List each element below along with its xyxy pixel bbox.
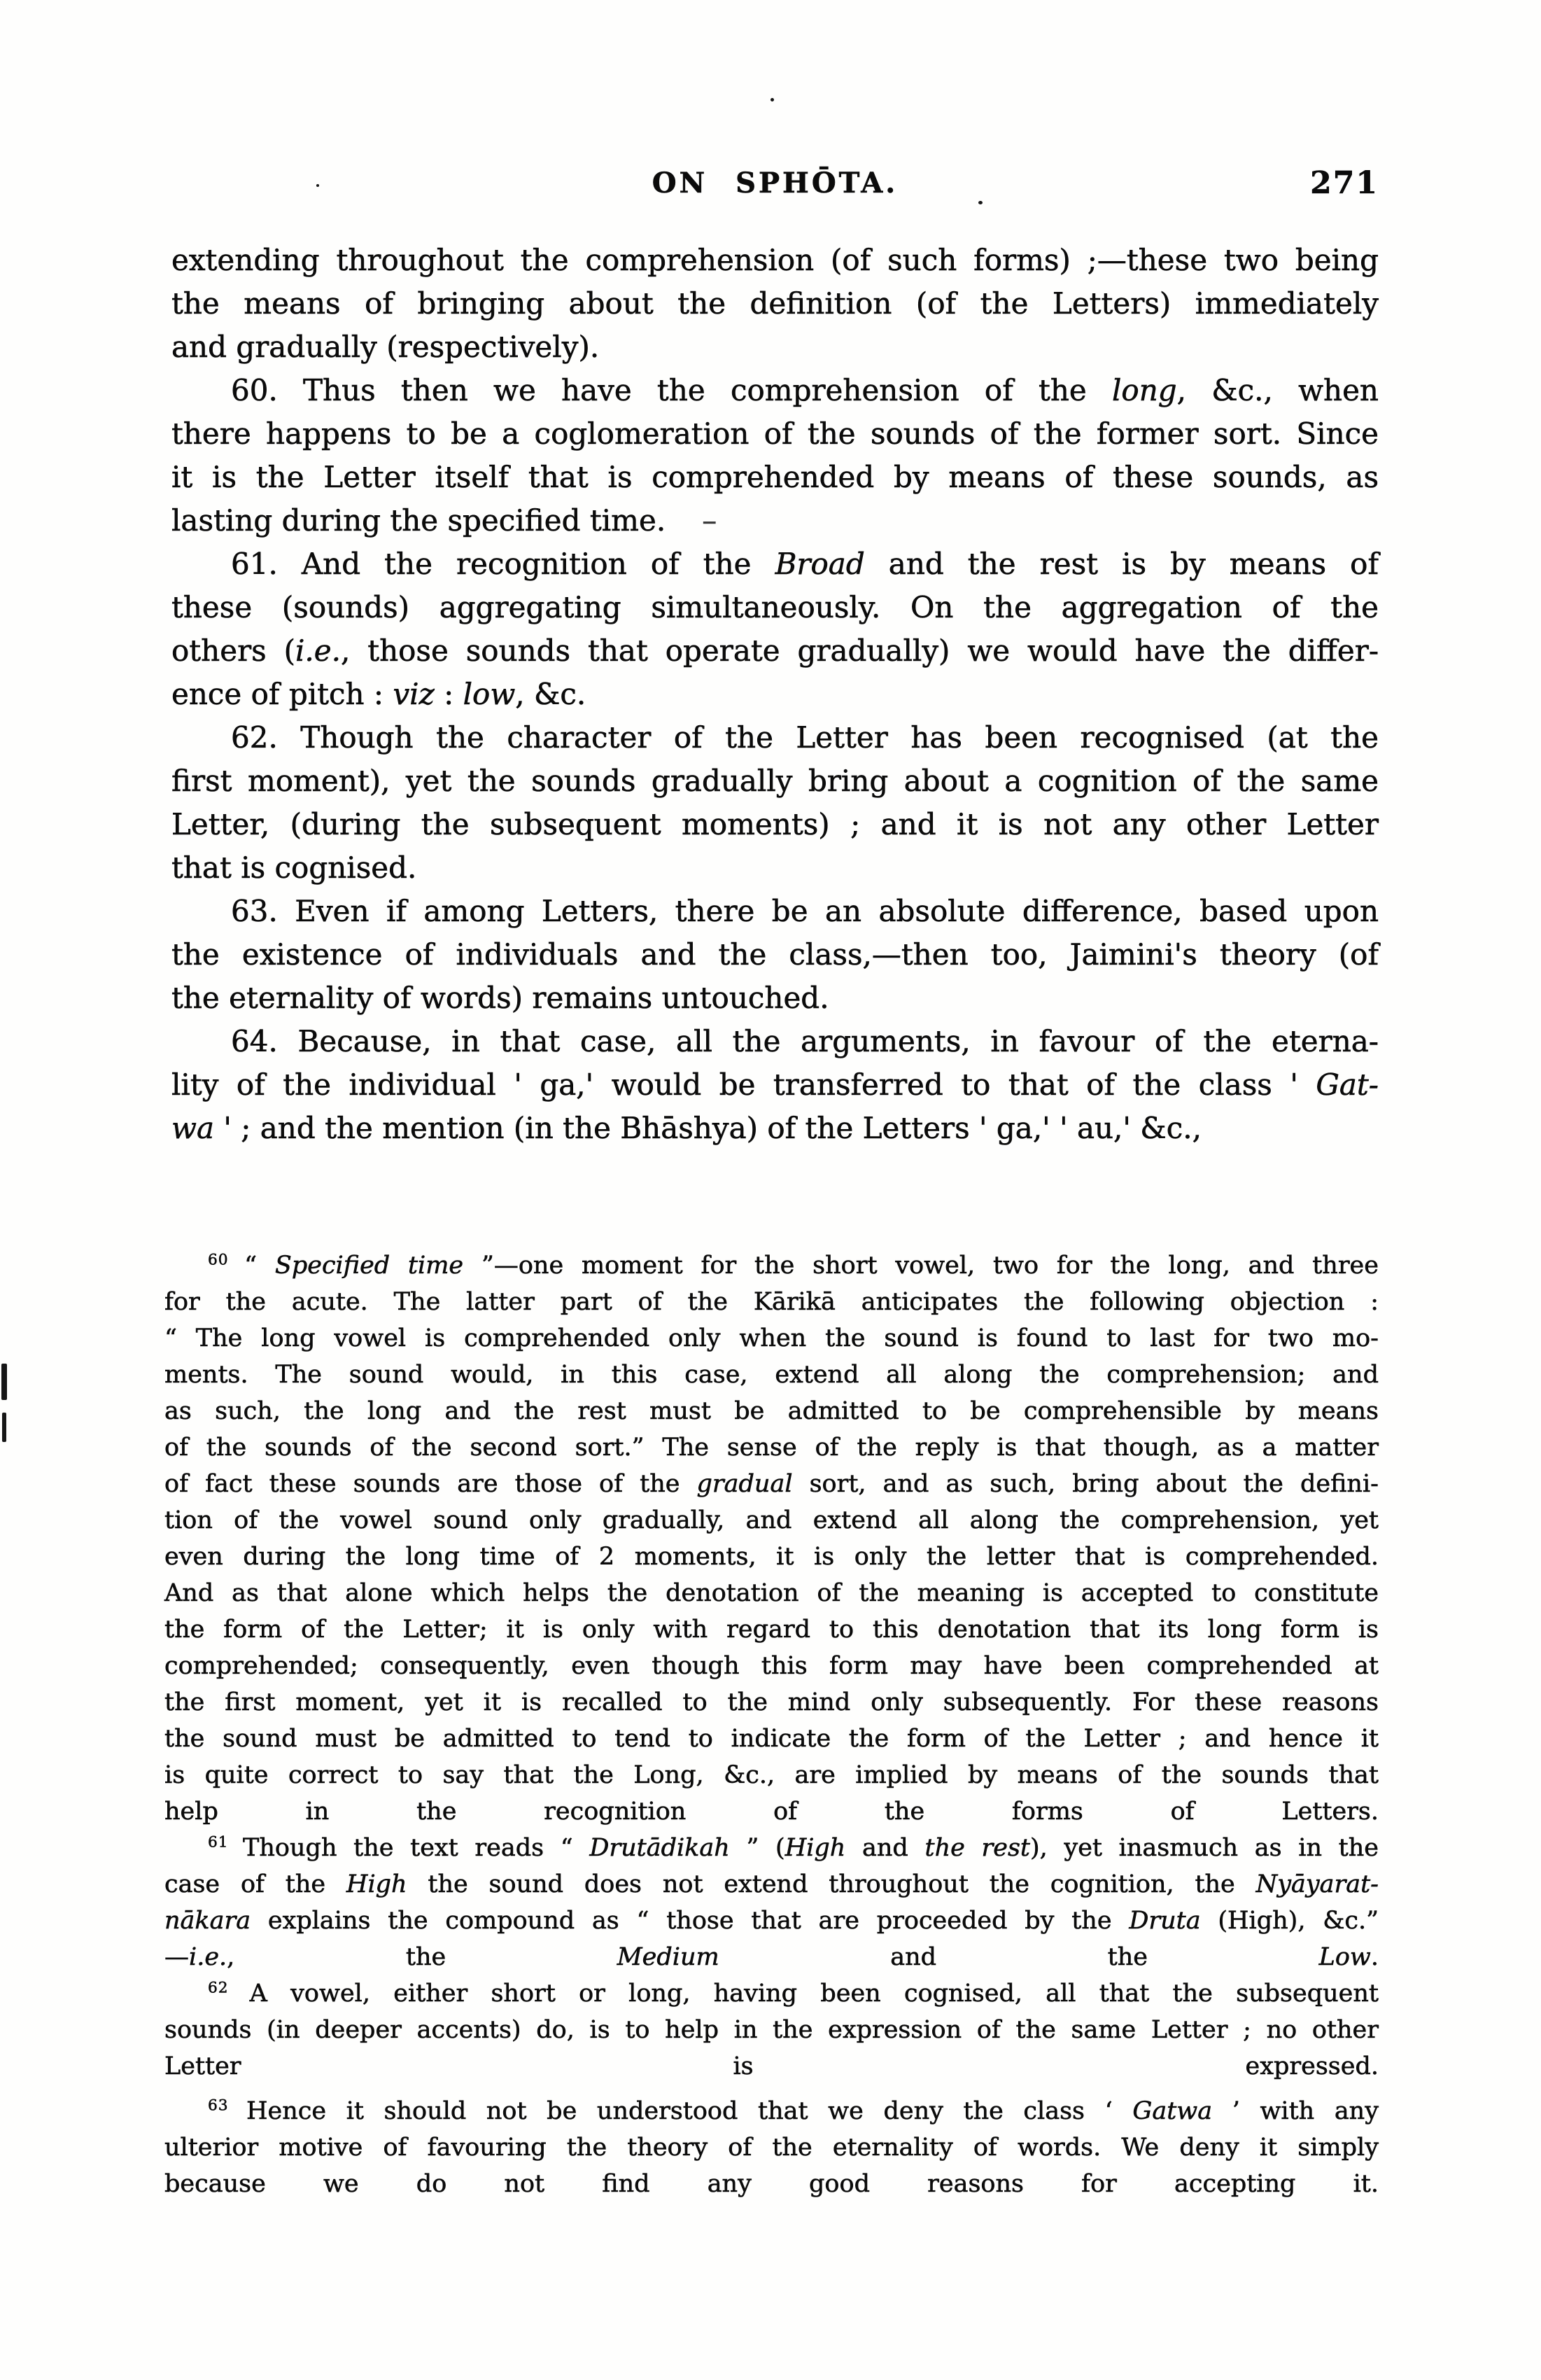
text-line	[171, 282, 1379, 326]
text-line	[164, 2129, 1379, 2166]
text-segment: A vowel, either short or long, having been cognised, all that the subsequent	[249, 1980, 1379, 2008]
italic-segment: Gatwa	[1132, 2097, 1213, 2125]
text-segment: others (	[171, 634, 295, 668]
text-line	[171, 456, 1379, 499]
text-line	[164, 1429, 1379, 1466]
text-line	[171, 673, 1379, 716]
text-line	[171, 326, 1379, 369]
scan-artifact	[1, 1364, 7, 1400]
text-line	[164, 1757, 1379, 1793]
text-segment: and gradually (respectively).	[171, 330, 600, 364]
text-line	[164, 1939, 1379, 1975]
text-segment: tion of the vowel sound only gradually, and extend all along the comprehension, yet	[164, 1506, 1379, 1534]
text-segment: is quite correct to say that the Long, &c., are implied by means of the sounds that	[164, 1761, 1379, 1789]
text-line	[171, 846, 1379, 890]
italic-segment: i.e.	[295, 634, 341, 668]
italic-segment: Broad	[775, 547, 865, 581]
paragraph	[171, 1020, 1379, 1150]
italic-segment: the rest	[924, 1834, 1030, 1862]
text-segment: 61. And the recognition of the	[231, 547, 775, 581]
text-segment: ), yet inasmuch as in the	[1029, 1834, 1379, 1862]
text-segment: even during the long time of 2 moments, it is only the letter that is comprehended.	[164, 1543, 1379, 1571]
text-segment: the sound does not extend throughout the cognition, the	[407, 1870, 1256, 1898]
text-line	[171, 412, 1379, 456]
text-segment: the sound must be admitted to tend to indicate the form of the Letter ; and hence it	[164, 1725, 1379, 1753]
paragraph	[171, 716, 1379, 890]
text-line	[171, 629, 1379, 673]
text-segment: the form of the Letter; it is only with regard to this denotation that its long form is	[164, 1616, 1379, 1644]
italic-segment: Medium	[617, 1943, 719, 1971]
text-segment: there happens to be a coglomeration of the sounds of the former sort. Since	[171, 416, 1379, 451]
text-segment: help in the recognition of the forms of Letters.	[164, 1798, 1379, 1826]
text-line	[164, 1793, 1379, 1830]
paragraph	[164, 2093, 1379, 2202]
text-line	[164, 1320, 1379, 1357]
text-line	[171, 239, 1379, 282]
text-segment: Letter, (during the subsequent moments) ; and it is not any other Letter	[171, 807, 1379, 841]
text-line	[171, 890, 1379, 933]
text-line	[164, 1502, 1379, 1539]
text-segment: sounds (in deeper accents) do, is to help in the expression of the same Letter ; no other	[164, 2016, 1379, 2044]
page-number: 271	[1310, 165, 1379, 201]
text-line	[164, 1247, 1379, 1284]
text-segment: , &c.	[515, 677, 586, 711]
text-segment: the existence of individuals and the class,—then too, Jaimini's theory (of	[171, 937, 1379, 972]
text-segment: first moment), yet the sounds gradually bring about a cognition of the same	[171, 764, 1379, 798]
italic-segment: Nyāyarat-	[1255, 1870, 1379, 1898]
body-text	[171, 239, 1379, 1150]
footnotes-section	[164, 1247, 1379, 2202]
text-line	[164, 1393, 1379, 1429]
text-line	[171, 803, 1379, 846]
italic-segment: Druta	[1129, 1907, 1201, 1935]
text-line	[171, 586, 1379, 629]
text-segment: as such, the long and the rest must be admitted to be comprehensible by means	[164, 1397, 1379, 1425]
text-line	[171, 760, 1379, 803]
text-segment: the means of bringing about the definition (of the Letters) immediately	[171, 286, 1379, 321]
italic-segment: nākara	[164, 1907, 251, 1935]
text-segment: , &c., when	[1176, 373, 1379, 407]
scan-artifact	[316, 184, 319, 187]
italic-segment: Low	[1318, 1943, 1371, 1971]
paragraph	[164, 1247, 1379, 1830]
text-line	[164, 2012, 1379, 2048]
paragraph	[171, 369, 1379, 542]
text-line	[171, 716, 1379, 760]
text-segment: “ The long vowel is comprehended only when the sound is found to last for two mo-	[164, 1324, 1379, 1352]
text-line	[164, 2093, 1379, 2129]
text-segment: the first moment, yet it is recalled to the mind only subsequently. For these reasons	[164, 1688, 1379, 1716]
text-line	[164, 1357, 1379, 1393]
text-segment: Though the text reads “	[243, 1834, 590, 1862]
text-segment: and the rest is by means of	[864, 547, 1379, 581]
text-segment: “	[244, 1252, 275, 1280]
text-segment: and	[845, 1834, 925, 1862]
text-segment: ments. The sound would, in this case, extend all along the comprehension; and	[164, 1361, 1379, 1389]
text-line	[164, 1830, 1379, 1866]
text-segment: lity of the individual ' ga,' would be transferred to that of the class '	[171, 1068, 1316, 1102]
paragraph	[164, 1830, 1379, 1975]
text-segment: that is cognised.	[171, 850, 417, 885]
text-segment: explains the compound as “ those that are proceeded by the	[251, 1907, 1130, 1935]
text-line	[171, 933, 1379, 976]
text-segment: 63. Even if among Letters, there be an absolute difference, based upon	[231, 894, 1379, 928]
text-segment: extending throughout the comprehension (of such forms) ;—these two being	[171, 243, 1379, 277]
text-segment: , those sounds that operate gradually) we would have the differ-	[340, 634, 1379, 668]
text-segment: 64. Because, in that case, all the arguments, in favour of the eterna-	[231, 1024, 1379, 1058]
text-segment: And as that alone which helps the denotation of the meaning is accepted to constitute	[164, 1579, 1379, 1607]
text-segment: Letter is expressed.	[164, 2052, 1379, 2080]
text-segment: ence of pitch :	[171, 677, 393, 711]
text-line	[164, 1575, 1379, 1611]
text-segment: (High), &c.”	[1200, 1907, 1379, 1935]
text-segment: it is the Letter itself that is comprehended by means of these sounds, as	[171, 460, 1379, 494]
italic-segment: low	[463, 677, 516, 711]
paragraph	[171, 239, 1379, 369]
text-line	[164, 2166, 1379, 2202]
text-segment: :	[434, 677, 463, 711]
text-line	[171, 1063, 1379, 1107]
text-line	[164, 2048, 1379, 2085]
text-line	[164, 1539, 1379, 1575]
text-line	[164, 1611, 1379, 1648]
text-segment: because we do not find any good reasons for accepting it.	[164, 2170, 1379, 2198]
scan-artifact	[2, 1413, 6, 1442]
text-line	[171, 976, 1379, 1020]
italic-segment: Specified time	[274, 1252, 464, 1280]
italic-segment: Drutādikah	[589, 1834, 730, 1862]
text-line	[164, 1903, 1379, 1939]
text-line	[171, 369, 1379, 412]
text-segment: 62. Though the character of the Letter has been recognised (at the	[231, 720, 1379, 755]
italic-segment: wa	[171, 1111, 214, 1145]
text-segment: 60. Thus then we have the comprehension of the	[231, 373, 1112, 407]
text-segment: ”—one moment for the short vowel, two for the long, and three	[463, 1252, 1379, 1280]
paragraph	[171, 542, 1379, 716]
footnote-marker: 62	[208, 1979, 250, 1997]
text-segment: of the sounds of the second sort.” The sense of the reply is that though, as a matter	[164, 1434, 1379, 1462]
text-line	[164, 1284, 1379, 1320]
running-header-title: ON SPHŌTA.	[652, 167, 899, 200]
text-line	[164, 1866, 1379, 1903]
text-segment: sort, and as such, bring about the defini-	[792, 1470, 1379, 1498]
text-line	[164, 1684, 1379, 1721]
text-line	[164, 1975, 1379, 2012]
footnote-marker: 61	[208, 1833, 244, 1851]
text-line	[164, 1466, 1379, 1502]
text-segment: , the	[227, 1943, 617, 1971]
text-line	[171, 1020, 1379, 1063]
paragraph	[171, 890, 1379, 1020]
text-segment: the eternality of words) remains untouched.	[171, 981, 829, 1015]
text-segment: Hence it should not be understood that we deny the class ‘	[246, 2097, 1133, 2125]
italic-segment: gradual	[696, 1470, 793, 1498]
text-segment: for the acute. The latter part of the Kārikā anticipates the following objection :	[164, 1288, 1379, 1316]
text-segment: these (sounds) aggregating simultaneously. On the aggregation of the	[171, 590, 1379, 624]
text-line	[171, 1107, 1379, 1150]
text-line	[164, 1721, 1379, 1757]
text-segment: lasting during the specified time.	[171, 503, 666, 538]
scan-artifact	[770, 98, 774, 102]
text-segment: —	[164, 1943, 189, 1971]
text-line	[171, 499, 1379, 542]
text-segment: and the	[719, 1943, 1319, 1971]
running-header	[171, 165, 1379, 210]
italic-segment: i.e.	[189, 1943, 227, 1971]
text-segment: ' ; and the mention (in the Bhāshya) of the Letters ' ga,' ' au,' &c.,	[214, 1111, 1202, 1145]
text-line	[164, 1648, 1379, 1684]
scan-artifact	[978, 201, 983, 204]
footnote-marker: 63	[208, 2096, 246, 2115]
text-segment: case of the	[164, 1870, 346, 1898]
text-segment: of fact these sounds are those of the	[164, 1470, 697, 1498]
text-line	[171, 542, 1379, 586]
text-segment: comprehended; consequently, even though this form may have been comprehended at	[164, 1652, 1379, 1680]
text-segment: .	[1370, 1943, 1379, 1971]
text-segment: ulterior motive of favouring the theory of the eternality of words. We deny it simply	[164, 2134, 1379, 2162]
footnote-marker: 60	[208, 1251, 245, 1269]
text-segment: –	[702, 503, 717, 538]
paragraph	[164, 1975, 1379, 2085]
italic-segment: High	[346, 1870, 407, 1898]
italic-segment: long	[1112, 373, 1177, 407]
text-segment: ” (	[729, 1834, 785, 1862]
italic-segment: Gat-	[1316, 1068, 1379, 1102]
text-segment: ’ with any	[1212, 2097, 1379, 2125]
italic-segment: High	[784, 1834, 846, 1862]
italic-segment: viz	[393, 677, 435, 711]
